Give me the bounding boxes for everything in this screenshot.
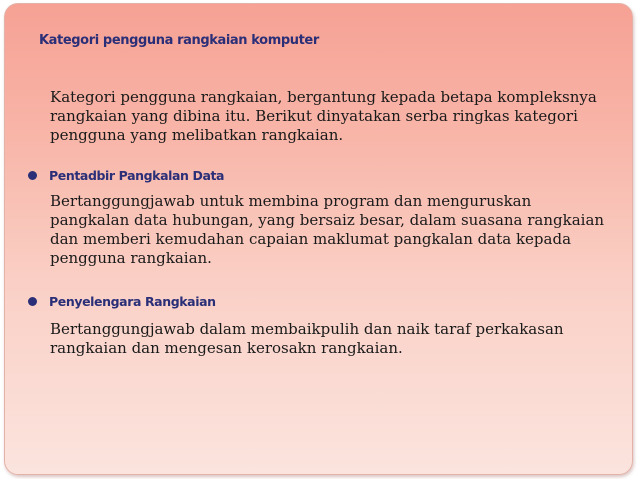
bullet-heading: Penyelengara Rangkaian (49, 294, 216, 309)
bullet-heading: Pentadbir Pangkalan Data (49, 168, 225, 183)
bullet-description: Bertanggungjawab untuk membina program dan menguruskan pangkalan data hubungan, yang bersaiz besar, dalam suasana rangkaian dan memberi kemudahan capaian maklumat pangkalan data kepada pengguna rangkaian. (50, 192, 605, 267)
bullet-item-2 (28, 294, 216, 309)
slide-title: Kategori pengguna rangkaian komputer (39, 33, 319, 48)
intro-paragraph: Kategori pengguna rangkaian, bergantung kepada betapa kompleksnya rangkaian yang dibina itu. Berikut dinyatakan serba ringkas kategori pengguna yang melibatkan rangkaian. (50, 88, 597, 144)
slide (4, 3, 633, 475)
bullet-description: Bertanggungjawab dalam membaikpulih dan naik taraf perkakasan rangkaian dan mengesan kerosakn rangkaian. (50, 320, 564, 357)
bullet-dot-icon (28, 297, 37, 306)
bullet-dot-icon (28, 171, 37, 180)
bullet-item-1 (28, 168, 224, 183)
